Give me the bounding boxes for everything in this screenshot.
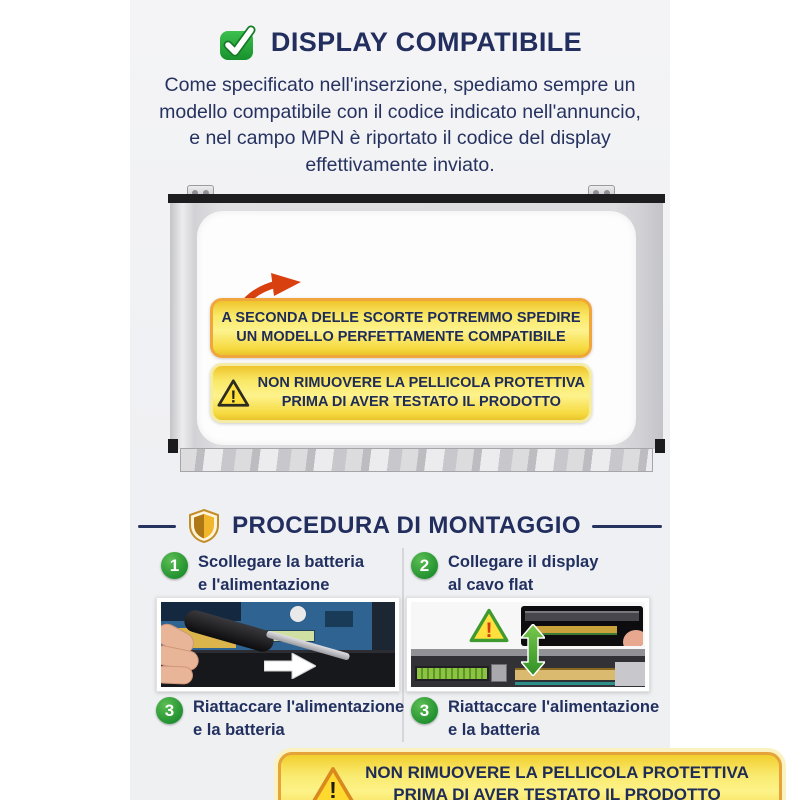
footer-banner-text xyxy=(365,762,749,800)
panel-edge-left xyxy=(168,439,178,453)
photo-connect-flat-cable xyxy=(406,597,650,692)
step-text xyxy=(193,696,404,742)
step-number-badge: 3 xyxy=(411,697,438,724)
hinge-area xyxy=(372,602,395,650)
header xyxy=(130,24,670,61)
green-double-arrow-icon xyxy=(521,624,545,676)
foil-tape xyxy=(615,662,645,686)
step-line: Scollegare la batteria xyxy=(198,553,364,571)
step-3-left xyxy=(156,696,404,742)
teal-strip xyxy=(515,682,623,685)
step-line: Riattaccare l'alimentazione xyxy=(193,698,405,716)
step-1 xyxy=(161,551,364,597)
footer-warning-banner xyxy=(278,752,782,800)
photo-disconnect-battery xyxy=(156,597,400,692)
banner-line: A SECONDA DELLE SCORTE POTREMMO SPEDIRE xyxy=(221,310,581,326)
fingertip xyxy=(623,630,643,646)
rule-left xyxy=(138,525,176,528)
green-connector xyxy=(415,666,489,681)
warning-triangle-icon xyxy=(469,608,509,644)
rule-right xyxy=(592,525,662,528)
banner-line: NON RIMUOVERE LA PELLICOLA PROTETTIVA xyxy=(257,375,585,391)
chip xyxy=(325,611,353,627)
white-arrow-icon xyxy=(264,653,316,679)
panel-foil-strip xyxy=(180,448,653,472)
intro-paragraph xyxy=(130,72,670,178)
warning-triangle-icon xyxy=(311,766,355,800)
panel-top-strip xyxy=(168,194,665,203)
banner-line: UN MODELLO PERFETTAMENTE COMPATIBILE xyxy=(236,329,566,345)
flat-cable-connector xyxy=(525,611,639,621)
stock-notice-banner xyxy=(210,298,592,358)
panel-edge-right xyxy=(655,439,665,453)
round-sticker xyxy=(290,606,306,622)
metal-clip xyxy=(491,664,507,682)
step-line: Riattaccare l'alimentazione xyxy=(448,698,660,716)
check-icon xyxy=(218,24,258,61)
intro-line: e nel campo MPN è riportato il codice del display xyxy=(189,127,611,149)
step-text xyxy=(448,696,659,742)
step-text xyxy=(198,551,364,597)
warning-mark: ! xyxy=(230,386,237,407)
intro-line: modello compatibile con il codice indicato nell'annuncio, xyxy=(159,100,641,123)
step-line: e l'alimentazione xyxy=(198,576,330,594)
step-number-badge: 3 xyxy=(156,697,183,724)
protective-film-banner xyxy=(210,363,592,423)
step-line: Collegare il display xyxy=(448,553,599,571)
step-number-badge: 1 xyxy=(161,552,188,579)
step-line: al cavo flat xyxy=(448,576,534,594)
banner-line: PRIMA DI AVER TESTATO IL PRODOTTO xyxy=(281,394,561,410)
banner-text xyxy=(258,374,585,412)
lcd-panel-image xyxy=(168,185,665,472)
page-title: DISPLAY COMPATIBILE xyxy=(270,27,583,57)
warning-triangle-icon xyxy=(217,378,250,409)
procedure-header xyxy=(130,508,670,544)
warning-mark: ! xyxy=(485,619,493,643)
intro-line: effettivamente inviato. xyxy=(305,153,495,176)
step-line: e la batteria xyxy=(448,721,540,739)
step-2 xyxy=(411,551,598,597)
footer-line: NON RIMUOVERE LA PELLICOLA PROTETTIVA xyxy=(365,763,749,782)
photo-content xyxy=(411,602,645,687)
intro-line: Come specificato nell'inserzione, spediamo sempre un xyxy=(164,74,636,96)
content-column xyxy=(130,0,749,800)
photo-content xyxy=(161,602,395,687)
footer-line: PRIMA DI AVER TESTATO IL PRODOTTO xyxy=(393,785,721,800)
warning-mark: ! xyxy=(329,777,337,800)
hand xyxy=(161,665,193,684)
step-text xyxy=(448,551,598,597)
step-3-right xyxy=(411,696,659,742)
shield-icon xyxy=(187,508,221,544)
procedure-title: PROCEDURA DI MONTAGGIO xyxy=(232,512,581,539)
step-number-badge: 2 xyxy=(411,552,438,579)
step-line: e la batteria xyxy=(193,721,285,739)
